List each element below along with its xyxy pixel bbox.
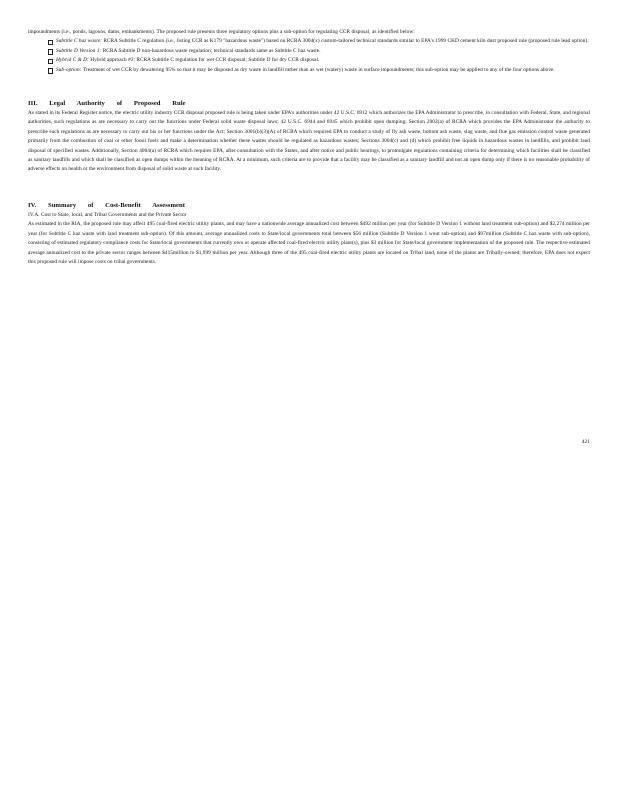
section-legal-authority	[28, 99, 590, 175]
option-item	[48, 66, 590, 75]
section-body: As stated in its Federal Register notice, the electric utility industry CCR disposal proposed rule is being taken under EPA's authorities under 42 U.S.C. 6912 which authorizes the EPA Administrator to prescribe, in consultation with Federal, State, and regional authorities, such regulations as are necessary to carry out the functions under Federal solid waste disposal laws; 42 U.S.C. 6944 and 6945 which prohibit open dumping; Section 2002(a) of RCRA which provides the EPA Administrator the authority to prescribe such regulations as are necessary to carry out his or her functions under the Act; Section 3001(b)(3)(A) of RCRA which required EPA to conduct a study of fly ash waste, bottom ash waste, slag waste, and flue gas emission control waste generated primarily from the combustion of coal or other fossil fuels and make a determination whether these wastes should be regulated as hazardous wastes; Sections 3004(c) and (d) which prohibit free liquids in hazardous wastes in landfills, and prohibit land disposal of specified wastes. Additionally, Section 4004(a) of RCRA which requires EPA, after consultation with the States, and after notice and public hearings, to promulgate regulations containing criteria for determining which facilities shall be classified as sanitary landfills and which shall be classified as open dumps within the meaning of RCRA. At a minimum, such criteria are to provide that a facility may be classified as a sanitary landfill and not an open dump only if there is no reasonable probability of adverse effects on health or the environment from disposal of solid waste at such facility.	[28, 110, 590, 173]
section-body: As estimated in the RIA, the proposed rule may affect 495 coal-fired electric utility plants, and may have a nationwide average annualized cost between $492 million per year (for Subtitle D Version 1 without land treatment sub-option) and $2,274 million per year (for Subtitle C haz waste with land treatment sub-option). Of this amount, average annualized costs to State/local governments total between $56 million (Subtitle D Version 1 wout sub-option) and $97million (Subtitle C haz waste with sub-option), consisting of estimated regulatory compliance costs for State/local governments that currently own or operate affected coal-fired electric utility plant(s), plus $3 million for State/local government implementation of the proposed rule. The respective estimated average annualized cost to the private sector ranges between $415million to $1,999 million per year. Although three of the 495 coal-fired electric utility plants are located on Tribal land, none of the plants are Tribally-owned; therefore, EPA does not expect this proposed rule will impose costs on tribal governments.	[28, 221, 590, 265]
section-cost-benefit	[28, 201, 590, 267]
page-content	[28, 28, 590, 267]
page-number: 421	[581, 439, 590, 445]
options-list	[28, 37, 590, 75]
option-text: Hybrid approach #2: RCRA Subtitle C regulation for wet CCR disposal; Subtitle D for dry CCR disposal.	[90, 57, 320, 64]
option-item	[48, 56, 590, 65]
option-item	[48, 37, 590, 46]
option-lead: Subtitle C haz waste:	[56, 38, 102, 45]
option-text: RCRA Subtitle D non-hazardous waste regulation; technical standards same as Subtitle C haz waste.	[102, 47, 321, 54]
section-heading: III. Legal Authority of Proposed Rule	[28, 100, 186, 108]
option-lead: Subtitle D Version 1:	[56, 47, 102, 54]
intro-paragraph: impoundments (i.e., ponds, lagoons, dams, embankments). The proposed rule presents three regulatory options plus a sub-option for regulating CCR disposal, as identified below:	[28, 29, 415, 35]
option-text: Treatment of wet CCR by dewatering 95% so that it may be disposed as dry waste in landfill rather than as wet (watery) waste in surface impoundments; this sub-option may be applied to any of the four options above.	[82, 66, 555, 73]
option-lead: Sub-option:	[56, 66, 82, 73]
section-heading: IV. Summary of Cost-Benefit Assessment	[28, 201, 185, 209]
section-subheading: IV.A. Cost to State, local, and Tribal Governments and the Private Sector	[28, 211, 187, 218]
option-lead: Hybrid C & D:	[56, 57, 89, 64]
option-item	[48, 47, 590, 56]
option-text: RCRA Subtitle C regulation (i.e., listing CCR as K179 "hazardous waste") based on RCRA 3004(x) custom-tailored technical standards similar to EPA's 1999 CKD cement kiln dust proposed rule (proposed rule lead option).	[103, 38, 589, 45]
